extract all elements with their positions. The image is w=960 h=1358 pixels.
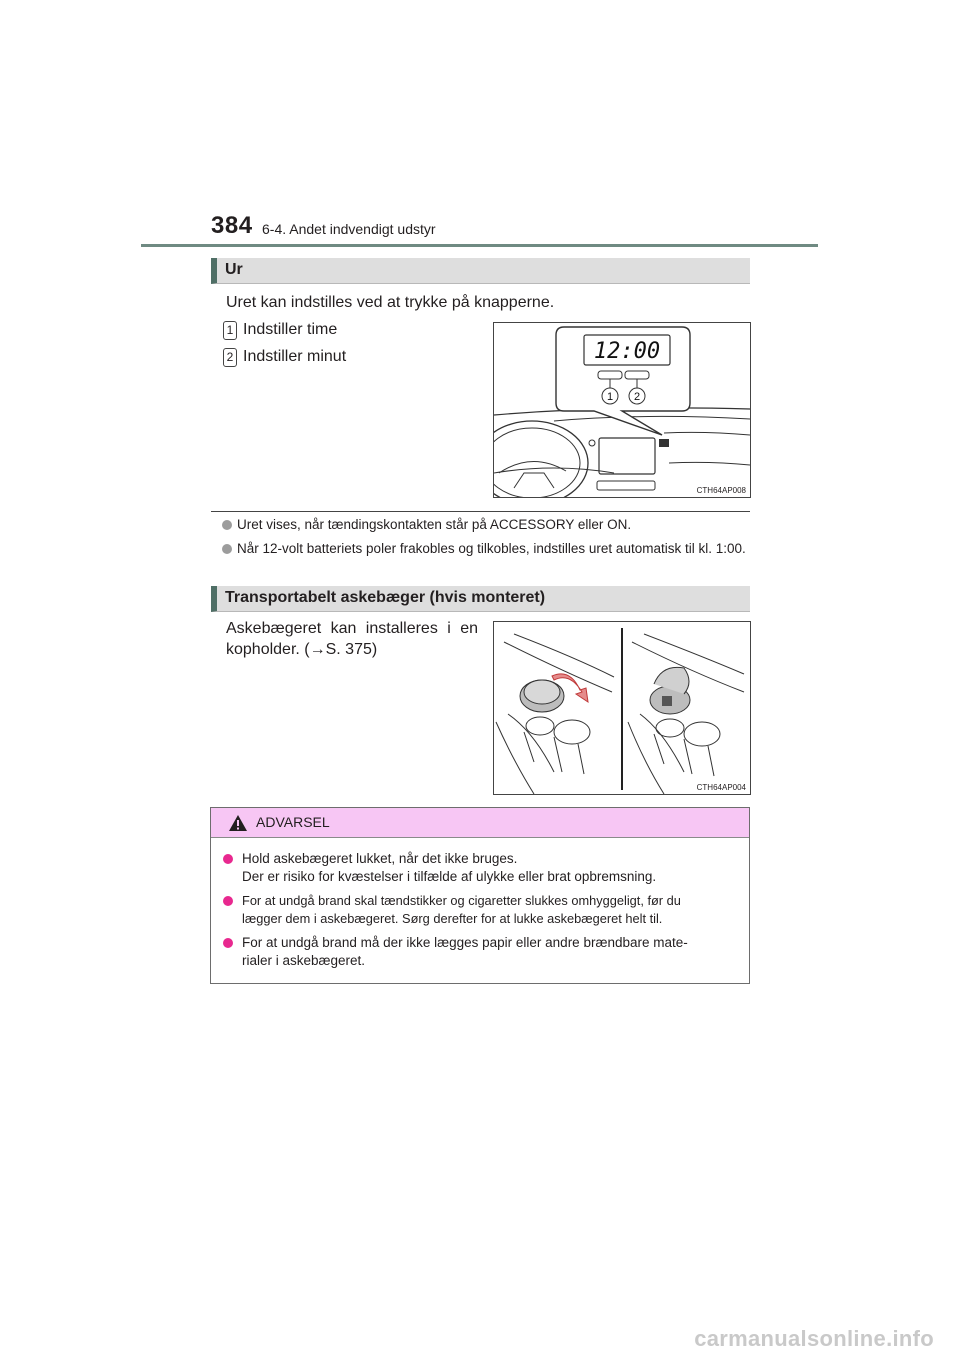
warning-item: For at undgå brand må der ikke lægges papir eller andre brændbare mate- rialer i askebægeret. (223, 934, 743, 970)
ashtray-drawing (494, 622, 750, 794)
dashboard-drawing (494, 323, 750, 497)
warning-item: Hold askebægeret lukket, når det ikke bruges. Der er risiko for kvæstelser i tilfælde af ulykke eller brat opbremsning. (223, 850, 743, 886)
warning-bullet-icon (223, 854, 233, 864)
figure-code-clock: CTH64AP008 (696, 486, 746, 495)
item-number-2: 2 (223, 348, 237, 367)
callout-1: 1 (606, 391, 614, 403)
figure-code-ashtray: CTH64AP004 (696, 783, 746, 792)
clock-illustration (493, 322, 751, 498)
header-rule (141, 244, 818, 247)
item-number-1: 1 (223, 321, 237, 340)
section-header-ashtray (211, 586, 750, 612)
item-label-minute: Indstiller minut (243, 348, 347, 365)
ashtray-illustration (493, 621, 751, 795)
warning-bullet-icon (223, 896, 233, 906)
section-title-clock: Ur (225, 261, 243, 278)
warning-header (211, 808, 749, 838)
bullet-icon (222, 520, 232, 530)
section-header-clock (211, 258, 750, 284)
ashtray-text-line2: kopholder. (→S. 375) (226, 641, 378, 658)
warning-triangle-icon (228, 814, 248, 832)
warning-box (210, 807, 750, 984)
section-title-ashtray: Transportabelt askebæger (hvis monteret) (225, 589, 546, 606)
clock-display-time: 12:00 (593, 339, 661, 364)
warning-title: ADVARSEL (256, 814, 330, 830)
note-item: Når 12-volt batteriets poler frakobles og tilkobles, indstilles uret automatisk til kl. 1:00. (222, 540, 750, 558)
clock-intro-text: Uret kan indstilles ved at trykke på knapperne. (226, 294, 555, 311)
warning-item: For at undgå brand skal tændstikker og cigaretter slukkes omhyggeligt, før du lægger dem i askebægeret. Sørg derefter for at lukke askebægeret helt til. (223, 892, 743, 928)
warning-bullet-icon (223, 938, 233, 948)
page-number: 384 (211, 212, 253, 239)
notes-divider (211, 511, 750, 512)
item-label-hour: Indstiller time (243, 321, 338, 338)
ashtray-text-line1: Askebægeret kan installeres i en (226, 620, 478, 637)
note-item: Uret vises, når tændingskontakten står på ACCESSORY eller ON. (222, 516, 750, 534)
watermark-text: carmanualsonline.info (694, 1326, 934, 1351)
chapter-title: 6-4. Andet indvendigt udstyr (262, 221, 436, 237)
bullet-icon (222, 544, 232, 554)
callout-2: 2 (633, 391, 641, 403)
